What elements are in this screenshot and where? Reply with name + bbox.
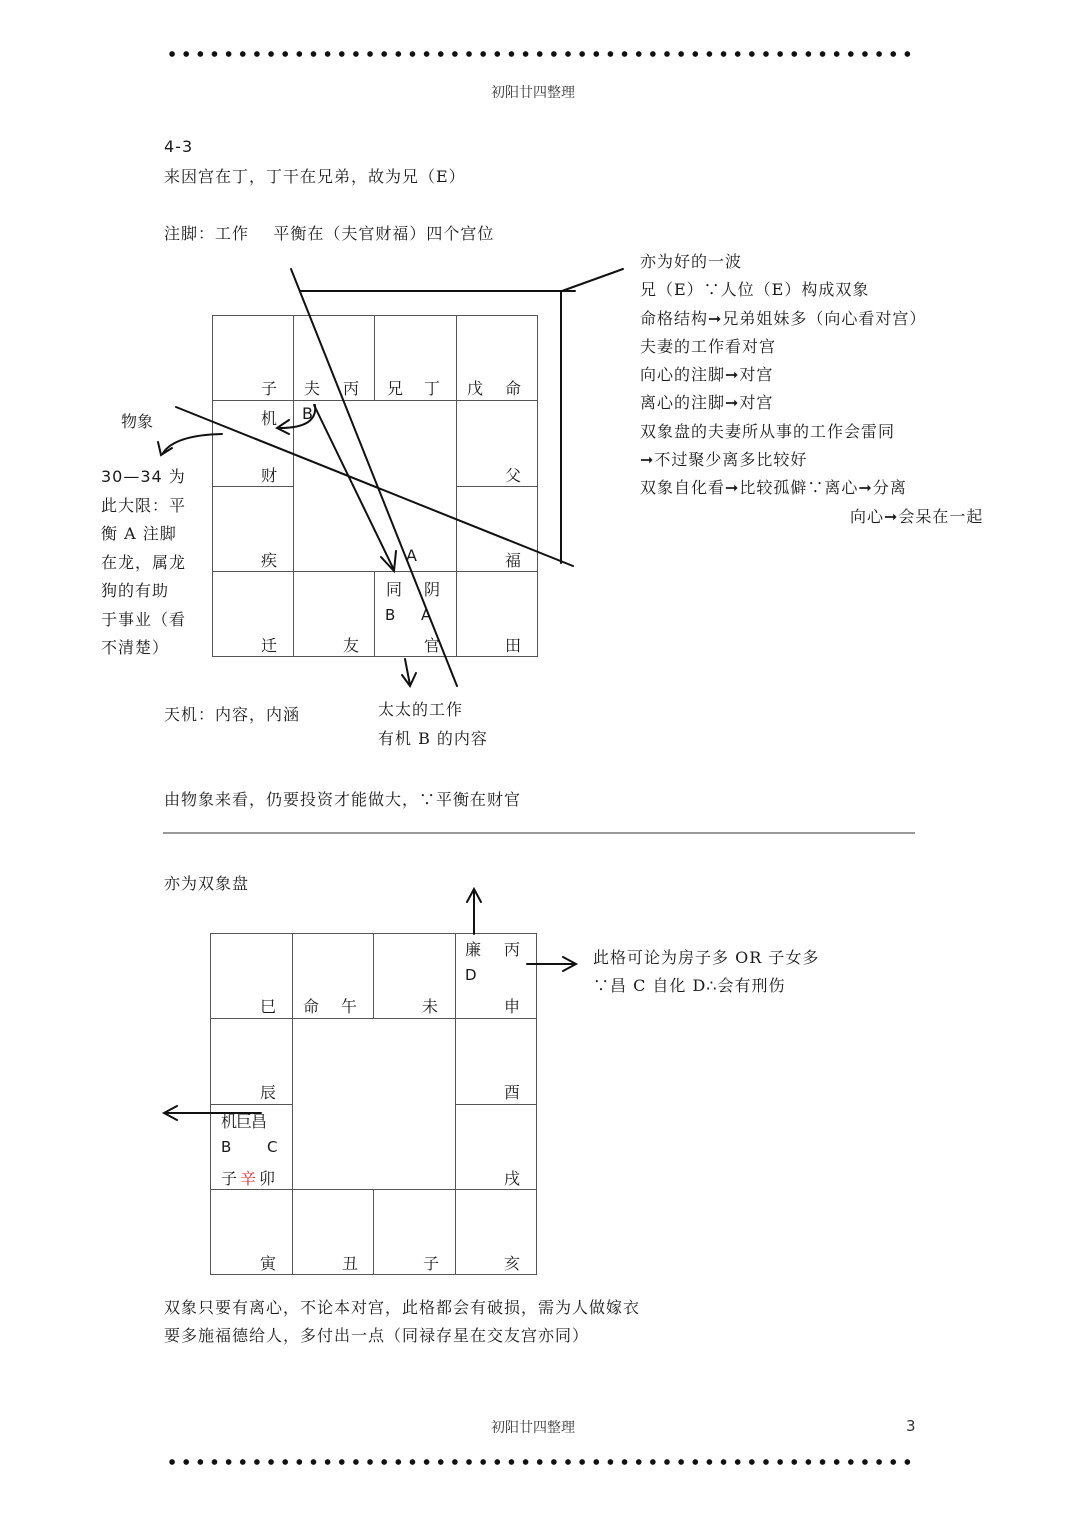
left-note-line: 衡 A 注脚 — [101, 524, 177, 543]
arrow-up-icon — [467, 889, 481, 902]
left-note — [101, 463, 186, 663]
branch-label: 子 — [423, 1254, 440, 1273]
branch-label: 卯 — [259, 1169, 276, 1188]
palace-cell-spouse — [293, 315, 375, 401]
note-line: ➞不过聚少离多比较好 — [640, 450, 808, 470]
left-note-line: 30—34 为 — [101, 467, 186, 486]
transform-mark: D — [465, 966, 477, 984]
palace-cell-parents — [456, 400, 538, 487]
palace-cell-si — [210, 933, 293, 1019]
stem-label: 戊 — [467, 379, 484, 398]
transform-mark: A — [421, 606, 432, 624]
palace-label: 夫 — [304, 379, 321, 398]
palace-cell-shen — [455, 933, 537, 1019]
palace-cell-property — [456, 571, 538, 657]
palace-cell-health — [212, 486, 294, 572]
branch-label: 未 — [422, 997, 439, 1016]
palace-label: 田 — [505, 636, 522, 655]
arrow-head-icon — [381, 551, 396, 571]
stem-label-highlighted: 辛 — [240, 1169, 257, 1188]
palace-label: 命 — [505, 379, 522, 398]
note-line: 向心➞会呆在一起 — [850, 506, 984, 526]
palace-label: 官 — [424, 636, 441, 655]
palace-label: 疾 — [261, 551, 278, 570]
arrow-line — [405, 659, 410, 685]
transform-mark: B — [385, 606, 396, 624]
palace-label: 财 — [261, 466, 278, 485]
note-line: 亦为好的一波 — [640, 252, 743, 271]
star-label: 廉 — [465, 940, 482, 959]
palace-cell-wealth — [212, 400, 294, 487]
wife-note-line: 有机 B 的内容 — [378, 729, 488, 748]
left-note-line: 于事业（看 — [101, 609, 187, 629]
stem-label: 丁 — [424, 379, 441, 398]
branch-label: 寅 — [260, 1254, 277, 1273]
palace-label: 迁 — [261, 636, 278, 655]
note-line: 双象盘的夫妻所从事的工作会雷同 — [640, 421, 896, 441]
branch-label: 辰 — [260, 1083, 277, 1102]
section1-line2: 注脚：工作 平衡在（夫官财福）四个宫位 — [164, 224, 495, 243]
left-note-line: 不清楚） — [101, 638, 170, 657]
branch-label: 巳 — [260, 997, 277, 1016]
note-line: 双象自化看➞比较孤僻∵离心➞分离 — [640, 478, 907, 498]
branch-label: 午 — [341, 997, 358, 1016]
arrow-head-icon — [402, 673, 416, 686]
header-dot-border — [165, 50, 915, 58]
palace-cell-friends — [293, 571, 375, 657]
section-divider — [163, 832, 915, 834]
palace-cell-travel — [212, 571, 294, 657]
palace-cell-fortune — [456, 486, 538, 572]
palace-label: 福 — [505, 551, 522, 570]
note-line: 兄（E）∵人位（E）构成双象 — [640, 280, 870, 300]
palace-label: 命 — [303, 997, 320, 1016]
palace-cell-zi2 — [373, 1189, 456, 1275]
palace-label: 父 — [505, 466, 522, 485]
palace-cell-wu — [292, 933, 374, 1019]
palace-cell-chen — [210, 1018, 293, 1105]
header-author: 初阳廿四整理 — [491, 85, 575, 101]
note-line: 夫妻的工作看对宫 — [640, 336, 777, 356]
palace-cell-wei — [373, 933, 456, 1019]
palace-cell-xu — [455, 1104, 537, 1190]
section2-conclusion-line: 要多施福德给人，多付出一点（同禄存星在交友宫亦同） — [164, 1326, 590, 1345]
star-label: 阴 — [424, 580, 441, 599]
section2-conclusion-line: 双象只要有离心，不论本对宫，此格都会有破损，需为人做嫁衣 — [164, 1298, 641, 1317]
palace-cell-hai — [455, 1189, 537, 1275]
section1-line1: 来因宫在丁，丁干在兄弟，故为兄（E） — [164, 167, 466, 186]
stem-label: 丙 — [343, 379, 360, 398]
case-id: 4-3 — [164, 137, 194, 156]
palace-cell-sibling — [374, 315, 457, 401]
arrow-head-icon — [158, 442, 172, 455]
palace-cell-yin — [210, 1189, 293, 1275]
palace-cell-you — [455, 1018, 537, 1105]
transform-mark: C — [267, 1138, 278, 1156]
arrow-right-icon — [563, 957, 576, 971]
page-number: 3 — [906, 1417, 916, 1435]
transform-mark-a: A — [406, 546, 417, 565]
note-line: 离心的注脚➞对宫 — [640, 393, 774, 413]
palace-label: 兄 — [387, 379, 404, 398]
footer-dot-border — [165, 1458, 915, 1466]
bracket-line — [562, 269, 623, 291]
left-note-line: 在龙，属龙 — [101, 552, 187, 572]
footer-author: 初阳廿四整理 — [491, 1420, 575, 1436]
branch-label: 丑 — [342, 1254, 359, 1273]
palace-cell-mao — [210, 1104, 293, 1190]
palace-cell-chou — [292, 1189, 374, 1275]
star-label: 机 — [261, 409, 278, 428]
star-label: 机巨昌 — [221, 1112, 267, 1131]
branch-label: 子 — [261, 379, 278, 398]
branch-label: 申 — [504, 997, 521, 1016]
palace-cell-career — [374, 571, 457, 657]
star-label: 同 — [386, 580, 403, 599]
section1-conclusion: 由物象来看，仍要投资才能做大，∵平衡在财官 — [164, 790, 522, 809]
palace-label: 友 — [343, 636, 360, 655]
left-note-line: 狗的有助 — [101, 581, 170, 600]
note-line: 此格可论为房子多 OR 子女多 — [593, 948, 820, 967]
palace-label: 子 — [221, 1169, 238, 1188]
note-line: 向心的注脚➞对宫 — [640, 365, 774, 385]
wuxiang-label: 物象 — [121, 412, 154, 431]
branch-label: 戌 — [504, 1169, 521, 1188]
left-note-line: 此大限：平 — [101, 495, 187, 515]
section2-title: 亦为双象盘 — [164, 874, 250, 893]
note-line: 命格结构➞兄弟姐妹多（向心看对宫） — [640, 308, 927, 328]
branch-label: 酉 — [504, 1083, 521, 1102]
tianji-note: 天机：内容，内涵 — [164, 705, 301, 724]
section2-right-notes — [593, 945, 819, 1002]
arrow-line — [314, 405, 394, 570]
palace-cell-life — [456, 315, 538, 401]
palace-cell-zi — [212, 315, 294, 401]
section1-right-notes — [640, 249, 983, 532]
branch-label: 亥 — [504, 1254, 521, 1273]
wife-note-line: 太太的工作 — [378, 700, 464, 719]
stem-label: 丙 — [504, 940, 521, 959]
transform-mark-b: B — [302, 404, 313, 423]
arrow-left-icon — [164, 1106, 177, 1120]
note-line: ∵昌 C 自化 D∴会有刑伤 — [593, 976, 786, 996]
transform-mark: B — [221, 1138, 232, 1156]
